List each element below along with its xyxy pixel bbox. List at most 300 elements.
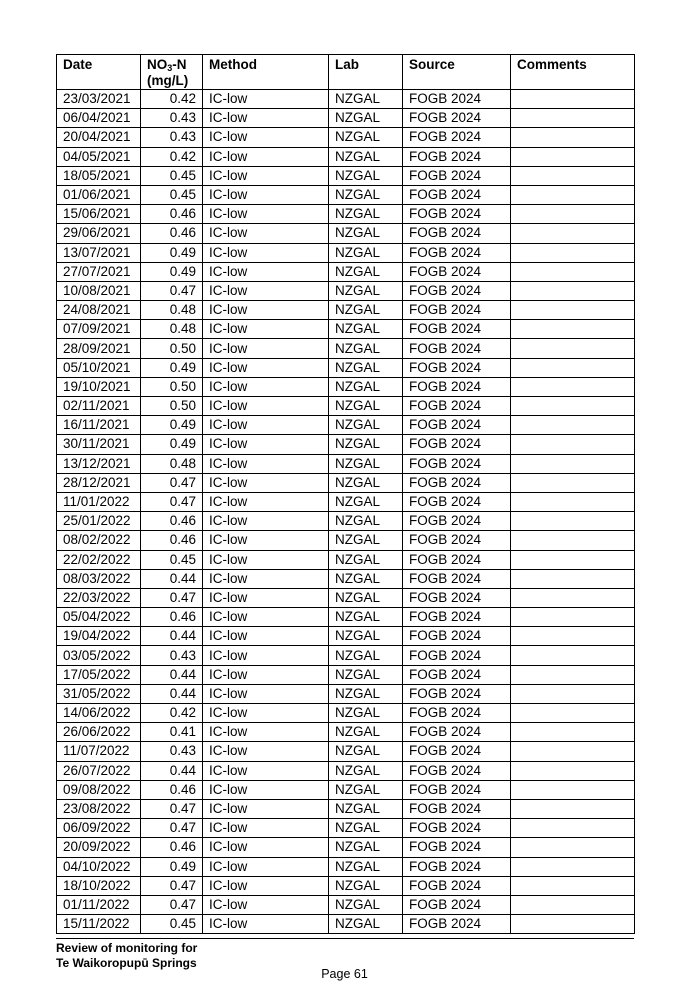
table-row bbox=[57, 569, 635, 588]
cell-lab: NZGAL bbox=[329, 224, 403, 243]
cell-lab: NZGAL bbox=[329, 684, 403, 703]
cell-date: 08/02/2022 bbox=[57, 531, 141, 550]
cell-source: FOGB 2024 bbox=[403, 377, 511, 396]
page-number: Page 61 bbox=[321, 967, 368, 981]
cell-method: IC-low bbox=[203, 435, 329, 454]
cell-method: IC-low bbox=[203, 301, 329, 320]
cell-source: FOGB 2024 bbox=[403, 166, 511, 185]
cell-no3n: 0.43 bbox=[141, 109, 203, 128]
table-row bbox=[57, 780, 635, 799]
cell-source: FOGB 2024 bbox=[403, 915, 511, 934]
cell-source: FOGB 2024 bbox=[403, 838, 511, 857]
cell-date: 08/03/2022 bbox=[57, 569, 141, 588]
cell-no3n: 0.49 bbox=[141, 243, 203, 262]
cell-no3n: 0.47 bbox=[141, 819, 203, 838]
cell-source: FOGB 2024 bbox=[403, 895, 511, 914]
cell-no3n: 0.47 bbox=[141, 588, 203, 607]
cell-no3n: 0.44 bbox=[141, 761, 203, 780]
cell-lab: NZGAL bbox=[329, 761, 403, 780]
cell-comments bbox=[511, 301, 635, 320]
cell-source: FOGB 2024 bbox=[403, 608, 511, 627]
table-row bbox=[57, 819, 635, 838]
cell-source: FOGB 2024 bbox=[403, 723, 511, 742]
cell-date: 15/06/2021 bbox=[57, 205, 141, 224]
table-row bbox=[57, 128, 635, 147]
cell-date: 04/10/2022 bbox=[57, 857, 141, 876]
cell-comments bbox=[511, 435, 635, 454]
cell-date: 06/04/2021 bbox=[57, 109, 141, 128]
cell-date: 10/08/2021 bbox=[57, 281, 141, 300]
cell-no3n: 0.42 bbox=[141, 90, 203, 109]
cell-source: FOGB 2024 bbox=[403, 473, 511, 492]
table-row bbox=[57, 895, 635, 914]
cell-no3n: 0.49 bbox=[141, 262, 203, 281]
cell-comments bbox=[511, 627, 635, 646]
cell-source: FOGB 2024 bbox=[403, 205, 511, 224]
cell-comments bbox=[511, 569, 635, 588]
cell-date: 28/09/2021 bbox=[57, 339, 141, 358]
cell-method: IC-low bbox=[203, 588, 329, 607]
header-source: Source bbox=[403, 55, 511, 90]
table-row bbox=[57, 704, 635, 723]
cell-method: IC-low bbox=[203, 761, 329, 780]
cell-method: IC-low bbox=[203, 416, 329, 435]
table-row bbox=[57, 761, 635, 780]
table-row bbox=[57, 550, 635, 569]
cell-no3n: 0.43 bbox=[141, 128, 203, 147]
header-lab: Lab bbox=[329, 55, 403, 90]
cell-no3n: 0.47 bbox=[141, 799, 203, 818]
cell-method: IC-low bbox=[203, 281, 329, 300]
cell-no3n: 0.46 bbox=[141, 512, 203, 531]
table-row bbox=[57, 531, 635, 550]
table-row bbox=[57, 377, 635, 396]
cell-date: 05/10/2021 bbox=[57, 358, 141, 377]
cell-date: 26/06/2022 bbox=[57, 723, 141, 742]
cell-no3n: 0.44 bbox=[141, 569, 203, 588]
cell-comments bbox=[511, 281, 635, 300]
cell-date: 29/06/2021 bbox=[57, 224, 141, 243]
cell-source: FOGB 2024 bbox=[403, 627, 511, 646]
cell-comments bbox=[511, 454, 635, 473]
cell-method: IC-low bbox=[203, 339, 329, 358]
cell-no3n: 0.44 bbox=[141, 684, 203, 703]
cell-no3n: 0.45 bbox=[141, 166, 203, 185]
cell-lab: NZGAL bbox=[329, 819, 403, 838]
cell-date: 31/05/2022 bbox=[57, 684, 141, 703]
cell-method: IC-low bbox=[203, 819, 329, 838]
table-row bbox=[57, 454, 635, 473]
cell-source: FOGB 2024 bbox=[403, 416, 511, 435]
table-row bbox=[57, 492, 635, 511]
cell-method: IC-low bbox=[203, 857, 329, 876]
cell-no3n: 0.43 bbox=[141, 646, 203, 665]
cell-lab: NZGAL bbox=[329, 301, 403, 320]
cell-no3n: 0.46 bbox=[141, 531, 203, 550]
cell-no3n: 0.43 bbox=[141, 742, 203, 761]
cell-no3n: 0.50 bbox=[141, 397, 203, 416]
cell-source: FOGB 2024 bbox=[403, 704, 511, 723]
cell-comments bbox=[511, 857, 635, 876]
cell-comments bbox=[511, 320, 635, 339]
cell-lab: NZGAL bbox=[329, 435, 403, 454]
cell-no3n: 0.49 bbox=[141, 358, 203, 377]
cell-lab: NZGAL bbox=[329, 128, 403, 147]
cell-date: 13/12/2021 bbox=[57, 454, 141, 473]
table-row bbox=[57, 627, 635, 646]
cell-lab: NZGAL bbox=[329, 320, 403, 339]
cell-no3n: 0.47 bbox=[141, 281, 203, 300]
cell-date: 01/11/2022 bbox=[57, 895, 141, 914]
cell-method: IC-low bbox=[203, 358, 329, 377]
cell-method: IC-low bbox=[203, 90, 329, 109]
cell-source: FOGB 2024 bbox=[403, 646, 511, 665]
cell-method: IC-low bbox=[203, 185, 329, 204]
cell-source: FOGB 2024 bbox=[403, 128, 511, 147]
cell-comments bbox=[511, 895, 635, 914]
cell-comments bbox=[511, 358, 635, 377]
cell-comments bbox=[511, 224, 635, 243]
cell-comments bbox=[511, 416, 635, 435]
cell-comments bbox=[511, 166, 635, 185]
header-no3n bbox=[141, 55, 203, 90]
cell-comments bbox=[511, 608, 635, 627]
cell-source: FOGB 2024 bbox=[403, 512, 511, 531]
table-row bbox=[57, 224, 635, 243]
table-row bbox=[57, 608, 635, 627]
cell-source: FOGB 2024 bbox=[403, 185, 511, 204]
cell-date: 11/01/2022 bbox=[57, 492, 141, 511]
cell-lab: NZGAL bbox=[329, 569, 403, 588]
cell-method: IC-low bbox=[203, 665, 329, 684]
cell-no3n: 0.42 bbox=[141, 704, 203, 723]
cell-no3n: 0.41 bbox=[141, 723, 203, 742]
table-row bbox=[57, 684, 635, 703]
cell-date: 24/08/2021 bbox=[57, 301, 141, 320]
table-row bbox=[57, 742, 635, 761]
cell-date: 01/06/2021 bbox=[57, 185, 141, 204]
cell-method: IC-low bbox=[203, 454, 329, 473]
cell-comments bbox=[511, 876, 635, 895]
cell-lab: NZGAL bbox=[329, 704, 403, 723]
cell-comments bbox=[511, 799, 635, 818]
cell-comments bbox=[511, 550, 635, 569]
table-row bbox=[57, 90, 635, 109]
cell-source: FOGB 2024 bbox=[403, 531, 511, 550]
table-row bbox=[57, 166, 635, 185]
cell-no3n: 0.42 bbox=[141, 147, 203, 166]
cell-date: 30/11/2021 bbox=[57, 435, 141, 454]
cell-method: IC-low bbox=[203, 166, 329, 185]
cell-lab: NZGAL bbox=[329, 665, 403, 684]
header-row bbox=[57, 55, 635, 90]
cell-comments bbox=[511, 262, 635, 281]
cell-method: IC-low bbox=[203, 531, 329, 550]
cell-lab: NZGAL bbox=[329, 339, 403, 358]
cell-comments bbox=[511, 915, 635, 934]
cell-date: 28/12/2021 bbox=[57, 473, 141, 492]
table-row bbox=[57, 281, 635, 300]
table-row bbox=[57, 646, 635, 665]
cell-lab: NZGAL bbox=[329, 147, 403, 166]
cell-date: 25/01/2022 bbox=[57, 512, 141, 531]
cell-source: FOGB 2024 bbox=[403, 301, 511, 320]
cell-method: IC-low bbox=[203, 512, 329, 531]
cell-comments bbox=[511, 512, 635, 531]
cell-method: IC-low bbox=[203, 224, 329, 243]
table-row bbox=[57, 838, 635, 857]
cell-method: IC-low bbox=[203, 876, 329, 895]
cell-comments bbox=[511, 588, 635, 607]
cell-lab: NZGAL bbox=[329, 876, 403, 895]
cell-lab: NZGAL bbox=[329, 895, 403, 914]
table-row bbox=[57, 473, 635, 492]
cell-no3n: 0.46 bbox=[141, 780, 203, 799]
table-row bbox=[57, 512, 635, 531]
table-row bbox=[57, 339, 635, 358]
cell-source: FOGB 2024 bbox=[403, 799, 511, 818]
cell-comments bbox=[511, 761, 635, 780]
footer-divider bbox=[56, 938, 634, 939]
cell-date: 18/05/2021 bbox=[57, 166, 141, 185]
table-row bbox=[57, 723, 635, 742]
cell-method: IC-low bbox=[203, 627, 329, 646]
cell-comments bbox=[511, 646, 635, 665]
cell-method: IC-low bbox=[203, 569, 329, 588]
cell-no3n: 0.46 bbox=[141, 838, 203, 857]
cell-method: IC-low bbox=[203, 742, 329, 761]
cell-comments bbox=[511, 819, 635, 838]
cell-date: 13/07/2021 bbox=[57, 243, 141, 262]
table-row bbox=[57, 876, 635, 895]
cell-method: IC-low bbox=[203, 492, 329, 511]
cell-no3n: 0.48 bbox=[141, 454, 203, 473]
cell-date: 06/09/2022 bbox=[57, 819, 141, 838]
cell-lab: NZGAL bbox=[329, 377, 403, 396]
cell-source: FOGB 2024 bbox=[403, 90, 511, 109]
cell-date: 02/11/2021 bbox=[57, 397, 141, 416]
cell-lab: NZGAL bbox=[329, 473, 403, 492]
cell-comments bbox=[511, 109, 635, 128]
cell-method: IC-low bbox=[203, 915, 329, 934]
cell-method: IC-low bbox=[203, 838, 329, 857]
cell-source: FOGB 2024 bbox=[403, 684, 511, 703]
cell-method: IC-low bbox=[203, 684, 329, 703]
cell-lab: NZGAL bbox=[329, 358, 403, 377]
cell-source: FOGB 2024 bbox=[403, 454, 511, 473]
cell-lab: NZGAL bbox=[329, 550, 403, 569]
cell-date: 20/04/2021 bbox=[57, 128, 141, 147]
cell-no3n: 0.45 bbox=[141, 915, 203, 934]
cell-no3n: 0.49 bbox=[141, 857, 203, 876]
table-row bbox=[57, 799, 635, 818]
cell-date: 17/05/2022 bbox=[57, 665, 141, 684]
cell-method: IC-low bbox=[203, 895, 329, 914]
cell-method: IC-low bbox=[203, 377, 329, 396]
cell-lab: NZGAL bbox=[329, 646, 403, 665]
cell-lab: NZGAL bbox=[329, 205, 403, 224]
cell-comments bbox=[511, 473, 635, 492]
cell-comments bbox=[511, 838, 635, 857]
table-row bbox=[57, 320, 635, 339]
cell-comments bbox=[511, 780, 635, 799]
cell-no3n: 0.50 bbox=[141, 377, 203, 396]
cell-lab: NZGAL bbox=[329, 397, 403, 416]
table-row bbox=[57, 915, 635, 934]
cell-no3n: 0.46 bbox=[141, 608, 203, 627]
table-row bbox=[57, 243, 635, 262]
cell-method: IC-low bbox=[203, 397, 329, 416]
cell-source: FOGB 2024 bbox=[403, 147, 511, 166]
cell-lab: NZGAL bbox=[329, 608, 403, 627]
cell-method: IC-low bbox=[203, 550, 329, 569]
cell-lab: NZGAL bbox=[329, 243, 403, 262]
header-comments: Comments bbox=[511, 55, 635, 90]
cell-comments bbox=[511, 243, 635, 262]
cell-lab: NZGAL bbox=[329, 857, 403, 876]
cell-comments bbox=[511, 723, 635, 742]
cell-no3n: 0.44 bbox=[141, 665, 203, 684]
cell-comments bbox=[511, 339, 635, 358]
cell-date: 03/05/2022 bbox=[57, 646, 141, 665]
cell-method: IC-low bbox=[203, 109, 329, 128]
cell-method: IC-low bbox=[203, 704, 329, 723]
cell-comments bbox=[511, 147, 635, 166]
cell-no3n: 0.48 bbox=[141, 301, 203, 320]
cell-date: 22/02/2022 bbox=[57, 550, 141, 569]
cell-date: 07/09/2021 bbox=[57, 320, 141, 339]
cell-lab: NZGAL bbox=[329, 262, 403, 281]
cell-source: FOGB 2024 bbox=[403, 435, 511, 454]
cell-source: FOGB 2024 bbox=[403, 550, 511, 569]
header-no3n-unit: (mg/L) bbox=[147, 73, 189, 88]
table-row bbox=[57, 205, 635, 224]
cell-comments bbox=[511, 377, 635, 396]
table-row bbox=[57, 588, 635, 607]
cell-lab: NZGAL bbox=[329, 838, 403, 857]
cell-date: 20/09/2022 bbox=[57, 838, 141, 857]
cell-comments bbox=[511, 205, 635, 224]
table-row bbox=[57, 397, 635, 416]
table-header bbox=[57, 55, 635, 90]
header-no3n-suffix: -N bbox=[172, 57, 187, 72]
cell-lab: NZGAL bbox=[329, 512, 403, 531]
cell-method: IC-low bbox=[203, 473, 329, 492]
cell-lab: NZGAL bbox=[329, 723, 403, 742]
table-row bbox=[57, 109, 635, 128]
table-row bbox=[57, 435, 635, 454]
cell-source: FOGB 2024 bbox=[403, 761, 511, 780]
table-row bbox=[57, 262, 635, 281]
cell-date: 09/08/2022 bbox=[57, 780, 141, 799]
cell-method: IC-low bbox=[203, 608, 329, 627]
cell-no3n: 0.47 bbox=[141, 473, 203, 492]
cell-comments bbox=[511, 90, 635, 109]
cell-comments bbox=[511, 665, 635, 684]
cell-lab: NZGAL bbox=[329, 588, 403, 607]
cell-no3n: 0.47 bbox=[141, 876, 203, 895]
cell-method: IC-low bbox=[203, 646, 329, 665]
cell-source: FOGB 2024 bbox=[403, 492, 511, 511]
cell-lab: NZGAL bbox=[329, 90, 403, 109]
header-no3n-prefix: NO bbox=[147, 57, 168, 72]
report-title-line-2: Te Waikoropupū Springs bbox=[56, 956, 197, 970]
cell-lab: NZGAL bbox=[329, 531, 403, 550]
cell-lab: NZGAL bbox=[329, 915, 403, 934]
cell-source: FOGB 2024 bbox=[403, 569, 511, 588]
cell-source: FOGB 2024 bbox=[403, 109, 511, 128]
cell-comments bbox=[511, 185, 635, 204]
cell-no3n: 0.49 bbox=[141, 435, 203, 454]
cell-no3n: 0.47 bbox=[141, 492, 203, 511]
cell-date: 04/05/2021 bbox=[57, 147, 141, 166]
cell-source: FOGB 2024 bbox=[403, 742, 511, 761]
cell-date: 14/06/2022 bbox=[57, 704, 141, 723]
table-row bbox=[57, 147, 635, 166]
cell-lab: NZGAL bbox=[329, 492, 403, 511]
cell-no3n: 0.49 bbox=[141, 416, 203, 435]
cell-date: 15/11/2022 bbox=[57, 915, 141, 934]
table-row bbox=[57, 358, 635, 377]
cell-method: IC-low bbox=[203, 262, 329, 281]
cell-lab: NZGAL bbox=[329, 742, 403, 761]
cell-source: FOGB 2024 bbox=[403, 397, 511, 416]
table-row bbox=[57, 301, 635, 320]
cell-comments bbox=[511, 531, 635, 550]
cell-method: IC-low bbox=[203, 205, 329, 224]
cell-date: 19/04/2022 bbox=[57, 627, 141, 646]
table-row bbox=[57, 416, 635, 435]
monitoring-table bbox=[56, 54, 635, 934]
cell-date: 19/10/2021 bbox=[57, 377, 141, 396]
report-title-line-1: Review of monitoring for bbox=[56, 941, 198, 955]
cell-lab: NZGAL bbox=[329, 627, 403, 646]
cell-comments bbox=[511, 492, 635, 511]
cell-comments bbox=[511, 128, 635, 147]
cell-lab: NZGAL bbox=[329, 281, 403, 300]
cell-source: FOGB 2024 bbox=[403, 281, 511, 300]
cell-method: IC-low bbox=[203, 320, 329, 339]
cell-lab: NZGAL bbox=[329, 416, 403, 435]
cell-method: IC-low bbox=[203, 147, 329, 166]
cell-date: 26/07/2022 bbox=[57, 761, 141, 780]
table-row bbox=[57, 857, 635, 876]
header-no3n-subscript: 3 bbox=[167, 63, 173, 73]
cell-lab: NZGAL bbox=[329, 185, 403, 204]
cell-no3n: 0.44 bbox=[141, 627, 203, 646]
cell-date: 18/10/2022 bbox=[57, 876, 141, 895]
cell-no3n: 0.46 bbox=[141, 224, 203, 243]
cell-no3n: 0.45 bbox=[141, 550, 203, 569]
cell-date: 11/07/2022 bbox=[57, 742, 141, 761]
cell-source: FOGB 2024 bbox=[403, 320, 511, 339]
cell-comments bbox=[511, 742, 635, 761]
cell-source: FOGB 2024 bbox=[403, 819, 511, 838]
cell-source: FOGB 2024 bbox=[403, 339, 511, 358]
cell-no3n: 0.50 bbox=[141, 339, 203, 358]
cell-lab: NZGAL bbox=[329, 799, 403, 818]
cell-source: FOGB 2024 bbox=[403, 262, 511, 281]
cell-date: 23/03/2021 bbox=[57, 90, 141, 109]
cell-comments bbox=[511, 704, 635, 723]
cell-method: IC-low bbox=[203, 723, 329, 742]
cell-method: IC-low bbox=[203, 780, 329, 799]
cell-source: FOGB 2024 bbox=[403, 876, 511, 895]
cell-source: FOGB 2024 bbox=[403, 857, 511, 876]
table-row bbox=[57, 185, 635, 204]
cell-source: FOGB 2024 bbox=[403, 243, 511, 262]
cell-date: 05/04/2022 bbox=[57, 608, 141, 627]
